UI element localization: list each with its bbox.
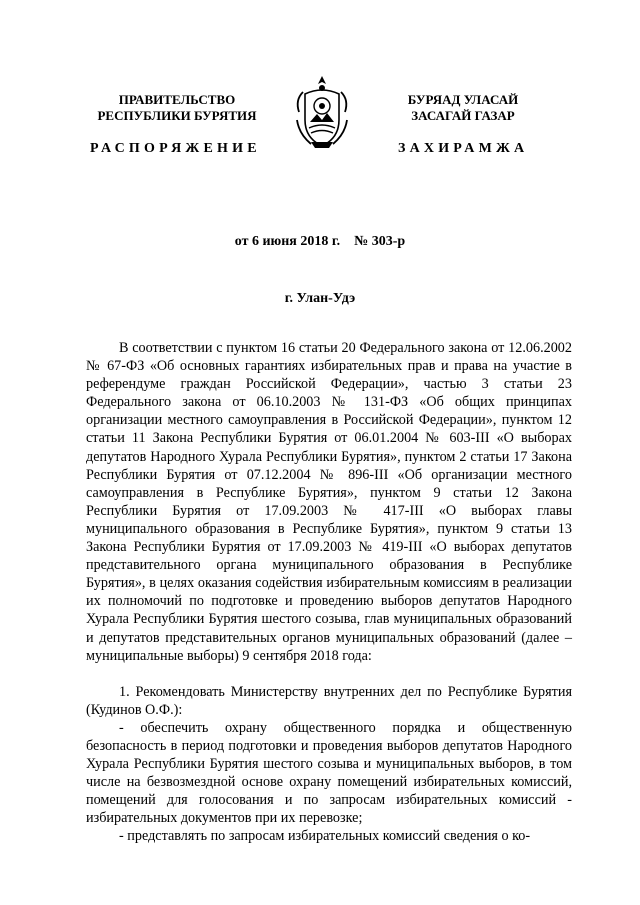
- item-1-bullet-1: - обеспечить охрану общественного порядка и общественную безопасность в период подготовки и проведения выборов депутатов Народного Хурала Республики Бурятия шестого созыва и муниципальных выборов, в том числе на безвозмездной основе охрану помещений избирательных комиссий, помещений для голосования и по запросам избирательных комиссий - избирательных документов при их перевозке;: [86, 719, 572, 827]
- government-name-line2: РЕСПУБЛИКИ БУРЯТИЯ: [97, 108, 257, 123]
- order-number: № 303-р: [354, 234, 406, 249]
- preamble-paragraph: В соответствии с пунктом 16 статьи 20 Федерального закона от 12.06.2002 № 67-ФЗ «Об основных гарантиях избирательных прав и права на участие в референдуме граждан Российской Федерации», частью 3 статьи 23 Федерального закона от 06.10.2003 № 131-ФЗ «Об общих принципах организации местного самоуправления в Российской Федерации», пунктом 12 статьи 11 Закона Республики Бурятия от 06.01.2004 № 603-III «О выборах депутатов Народного Хурала Республики Бурятия», пунктом 2 статьи 17 Закона Республики Бурятия от 07.12.2004 № 896-III «Об организации местного самоуправления в Республике Бурятия», пунктом 9 статьи 12 Закона Республики Бурятия от 17.09.2003 № 417-III «О выборах главы муниципального образования в Республике Бурятия», пунктом 9 статьи 13 Закона Республики Бурятия от 17.09.2003 № 419-III «О выборах депутатов представительного органа муниципального образования в Республике Бурятия», в целях оказания содействия избирательным комиссиям в реализации их полномочий по подготовке и проведению выборов депутатов Народного Хурала Республики Бурятия шестого созыва, глав муниципальных образований и депутатов представительных органов муниципальных образований (далее – муниципальные выборы) 9 сентября 2018 года:: [86, 340, 572, 664]
- item-1-bullet-2: - представлять по запросам избирательных комиссий сведения о ко-: [119, 828, 531, 845]
- document-type-buryat: ЗАХИРАМЖА: [398, 141, 529, 156]
- order-date: от 6 июня 2018 г.: [234, 234, 341, 249]
- coat-of-arms-icon: [293, 72, 351, 152]
- document-body: [86, 339, 572, 846]
- government-name-buryat-line1: БУРЯАД УЛАСАЙ: [407, 92, 519, 107]
- order-date-line: [0, 234, 640, 250]
- item-1-paragraph: 1. Рекомендовать Министерству внутренних дел по Республике Бурятия (Кудинов О.Ф.):: [86, 683, 572, 718]
- government-name-line1: ПРАВИТЕЛЬСТВО: [118, 92, 236, 107]
- government-name-buryat-line2: ЗАСАГАЙ ГАЗАР: [411, 108, 515, 123]
- document-type-russian: РАСПОРЯЖЕНИЕ: [90, 141, 261, 156]
- order-city: г. Улан-Удэ: [284, 291, 356, 306]
- header-left: [82, 92, 272, 124]
- header-right: [368, 92, 558, 124]
